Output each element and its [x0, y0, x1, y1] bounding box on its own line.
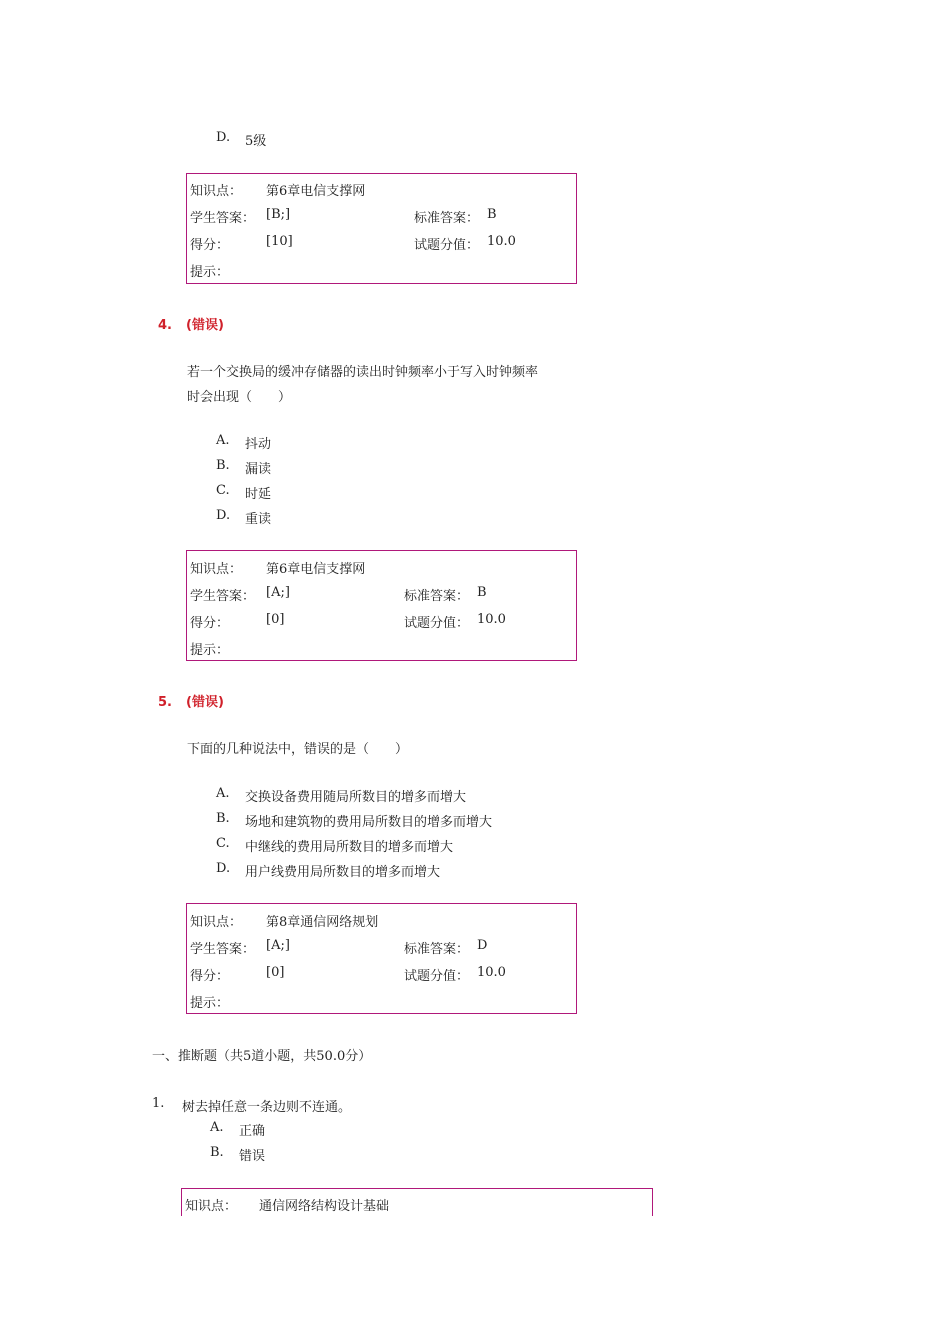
knowledge-point-value: 第8章通信网络规划 — [266, 915, 379, 930]
points-value: 10.0 — [477, 612, 506, 627]
student-answer-value: [B;] — [266, 207, 291, 222]
page-cutoff — [0, 1216, 950, 1344]
option-text: 漏读 — [245, 462, 272, 477]
score-label: 得分： — [190, 969, 230, 984]
option-text: 交换设备费用随局所数目的增多而增大 — [245, 790, 467, 805]
hint-label: 提示： — [190, 996, 230, 1011]
option-letter: A. — [216, 433, 230, 448]
student-answer-label: 学生答案： — [190, 211, 256, 226]
question-status: (错误) — [186, 318, 224, 333]
answer-info-box — [186, 173, 577, 284]
answer-info-box — [186, 550, 577, 661]
student-answer-value: [A;] — [266, 938, 290, 953]
points-value: 10.0 — [487, 234, 516, 249]
standard-answer-value: B — [487, 207, 497, 222]
question-text-line2: 时会出现（ ） — [187, 390, 292, 405]
knowledge-point-label: 知识点： — [190, 562, 243, 577]
question-number: 4. — [158, 318, 172, 333]
score-value: [10] — [266, 234, 293, 249]
option-letter: B. — [216, 811, 230, 826]
option-text: 重读 — [245, 512, 272, 527]
hint-label: 提示： — [190, 643, 230, 658]
answer-info-box — [186, 903, 577, 1014]
option-letter: B. — [210, 1145, 224, 1160]
question-status: (错误) — [186, 695, 224, 710]
standard-answer-label: 标准答案： — [414, 211, 480, 226]
option-text: 场地和建筑物的费用局所数目的增多而增大 — [245, 815, 493, 830]
question-text: 树去掉任意一条边则不连通。 — [182, 1100, 352, 1115]
option-letter: D. — [216, 861, 231, 876]
option-text: 中继线的费用局所数目的增多而增大 — [245, 840, 454, 855]
option-letter: D. — [216, 130, 231, 145]
standard-answer-label: 标准答案： — [404, 589, 470, 604]
option-text: 时延 — [245, 487, 272, 502]
points-label: 试题分值： — [414, 238, 480, 253]
points-label: 试题分值： — [404, 969, 470, 984]
student-answer-label: 学生答案： — [190, 942, 256, 957]
score-value: [0] — [266, 965, 285, 980]
question-text-line1: 下面的几种说法中，错误的是（ ） — [187, 742, 409, 757]
points-value: 10.0 — [477, 965, 506, 980]
option-letter: A. — [210, 1120, 224, 1135]
option-text: 抖动 — [245, 437, 272, 452]
question-header — [158, 314, 224, 333]
score-value: [0] — [266, 612, 285, 627]
option-text: 错误 — [239, 1149, 266, 1164]
option-text: 正确 — [239, 1124, 266, 1139]
score-label: 得分： — [190, 616, 230, 631]
standard-answer-value: D — [477, 938, 488, 953]
hint-label: 提示： — [190, 265, 230, 280]
standard-answer-value: B — [477, 585, 487, 600]
option-letter: B. — [216, 458, 230, 473]
option-letter: C. — [216, 836, 230, 851]
score-label: 得分： — [190, 238, 230, 253]
question-number: 1. — [152, 1096, 165, 1111]
option-text: 5级 — [245, 134, 267, 149]
knowledge-point-value: 第6章电信支撑网 — [266, 562, 366, 577]
knowledge-point-value: 第6章电信支撑网 — [266, 184, 366, 199]
option-text: 用户线费用局所数目的增多而增大 — [245, 865, 441, 880]
knowledge-point-value: 通信网络结构设计基础 — [259, 1199, 390, 1214]
knowledge-point-label: 知识点： — [185, 1199, 238, 1214]
section-title: 一、推断题（共5道小题，共50.0分） — [152, 1049, 372, 1064]
points-label: 试题分值： — [404, 616, 470, 631]
option-letter: C. — [216, 483, 230, 498]
question-number: 5. — [158, 695, 172, 710]
option-letter: A. — [216, 786, 230, 801]
option-letter: D. — [216, 508, 231, 523]
knowledge-point-label: 知识点： — [190, 184, 243, 199]
question-header — [158, 691, 224, 710]
student-answer-label: 学生答案： — [190, 589, 256, 604]
standard-answer-label: 标准答案： — [404, 942, 470, 957]
knowledge-point-label: 知识点： — [190, 915, 243, 930]
question-text-line1: 若一个交换局的缓冲存储器的读出时钟频率小于写入时钟频率 — [187, 365, 539, 380]
student-answer-value: [A;] — [266, 585, 290, 600]
